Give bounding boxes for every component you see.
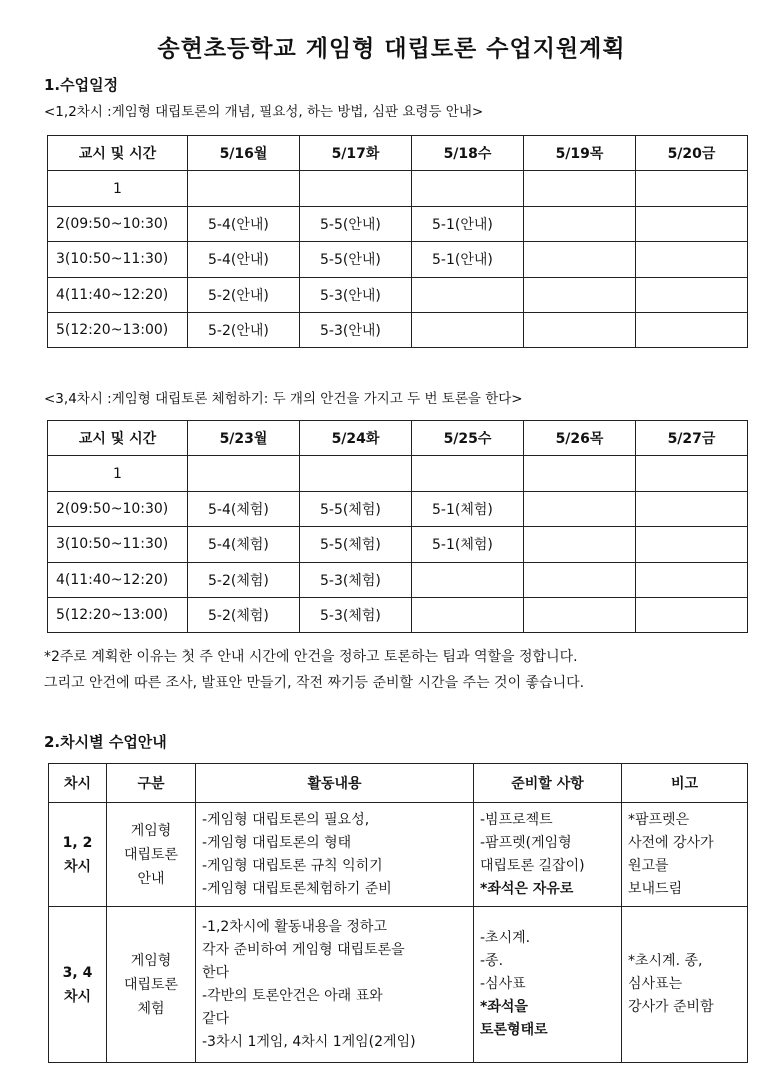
period-cell: 2(09:50~10:30) <box>48 206 188 241</box>
period-cell: 5(12:20~13:00) <box>48 597 188 632</box>
prep-text: -종. <box>480 953 504 969</box>
activity-text: -게임형 대립토론의 필요성, <box>202 811 370 828</box>
activity-text: 한다 <box>202 964 230 981</box>
schedule-note-2: <3,4차시 :게임형 대립토론 체험하기: 두 개의 안건을 가지고 두 번 토론을 한다> <box>44 391 523 407</box>
table-cell: 5-1(안내) <box>412 242 524 277</box>
remark-text: *팜프렛은 <box>628 811 690 828</box>
remark-text: 원고를 <box>628 857 669 874</box>
table-cell: 5-3(체험) <box>300 597 412 632</box>
section2-heading: 2.차시별 수업안내 <box>44 733 167 751</box>
table-cell <box>524 277 636 312</box>
remarks-cell <box>622 907 748 1063</box>
period-cell: 5(12:20~13:00) <box>48 312 188 347</box>
table-cell <box>412 597 524 632</box>
activity-text: -3차시 1게임, 4차시 1게임(2게임) <box>202 1033 416 1050</box>
table-cell: 5-2(체험) <box>188 562 300 597</box>
table-cell <box>636 171 748 206</box>
header-cell: 5/20금 <box>636 136 748 171</box>
table-row <box>48 456 748 491</box>
table-row <box>49 803 748 907</box>
prep-text-bold: 토론형태로 <box>480 1022 548 1038</box>
table-cell: 5-4(안내) <box>188 206 300 241</box>
table-cell <box>300 456 412 491</box>
table-row <box>48 597 748 632</box>
remark-text: *초시계. 종, <box>628 953 703 969</box>
prep-text: -심사표 <box>480 976 526 992</box>
activity-text: 같다 <box>202 1010 230 1027</box>
table-cell <box>636 312 748 347</box>
header-cell: 5/26목 <box>524 421 636 456</box>
activities-cell <box>196 907 474 1063</box>
activity-text: 각자 준비하여 게임형 대립토론을 <box>202 941 405 958</box>
prep-text: 대립토론 길잡이) <box>480 857 585 874</box>
table-row <box>48 206 748 241</box>
table-cell <box>188 171 300 206</box>
lesson-plan-table <box>48 763 748 1063</box>
table-cell: 5-3(안내) <box>300 277 412 312</box>
category-cell <box>107 907 196 1063</box>
remark-text: 심사표는 <box>628 976 683 992</box>
table-cell: 5-5(체험) <box>300 527 412 562</box>
table-cell <box>524 527 636 562</box>
header-cell: 교시 및 시간 <box>48 421 188 456</box>
table-cell <box>636 527 748 562</box>
remark-text: 보내드림 <box>628 880 683 897</box>
period-cell: 4(11:40~12:20) <box>48 277 188 312</box>
header-cell: 준비할 사항 <box>474 764 622 803</box>
prep-text-bold: *좌석을 <box>480 999 528 1015</box>
period-cell: 3(10:50~11:30) <box>48 242 188 277</box>
table-cell <box>636 456 748 491</box>
category-text: 체험 <box>137 1000 165 1017</box>
section1-heading: 1.수업일정 <box>44 76 119 94</box>
schedule-table-week1 <box>47 135 748 348</box>
table-cell <box>524 242 636 277</box>
table-cell: 5-4(체험) <box>188 491 300 526</box>
header-cell: 5/24화 <box>300 421 412 456</box>
period-cell: 4(11:40~12:20) <box>48 562 188 597</box>
period-text: 1, 2 <box>62 834 93 851</box>
activities-cell <box>196 803 474 907</box>
table-cell: 5-3(안내) <box>300 312 412 347</box>
prep-cell <box>474 907 622 1063</box>
prep-text-bold: *좌석은 자유로 <box>480 880 574 897</box>
header-cell: 5/19목 <box>524 136 636 171</box>
period-cell: 3(10:50~11:30) <box>48 527 188 562</box>
schedule-remark <box>44 644 764 696</box>
header-cell: 차시 <box>49 764 107 803</box>
table-cell: 5-5(체험) <box>300 491 412 526</box>
prep-text: -초시계. <box>480 930 531 946</box>
table-cell: 5-5(안내) <box>300 206 412 241</box>
table-cell <box>636 206 748 241</box>
remarks-cell <box>622 803 748 907</box>
remark-line: *2주로 계획한 이유는 첫 주 안내 시간에 안건을 정하고 토론하는 팀과 역할을 정합니다. <box>44 649 578 665</box>
table-cell: 5-2(체험) <box>188 597 300 632</box>
header-cell: 비고 <box>622 764 748 803</box>
period-text: 차시 <box>63 858 92 875</box>
header-cell: 5/27금 <box>636 421 748 456</box>
period-cell <box>49 907 107 1063</box>
header-cell: 5/23월 <box>188 421 300 456</box>
table-cell <box>636 242 748 277</box>
period-cell: 1 <box>48 456 188 491</box>
activity-text: -1,2차시에 활동내용을 정하고 <box>202 918 387 935</box>
category-text: 대립토론 <box>123 846 179 863</box>
table-header-row <box>48 136 748 171</box>
table-cell <box>188 456 300 491</box>
prep-cell <box>474 803 622 907</box>
header-cell: 교시 및 시간 <box>48 136 188 171</box>
table-row <box>48 171 748 206</box>
table-cell <box>636 562 748 597</box>
period-text: 차시 <box>63 988 92 1005</box>
table-cell <box>524 456 636 491</box>
prep-text: -팜프렛(게임형 <box>480 834 572 851</box>
activity-text: -각반의 토론안건은 아래 표와 <box>202 987 383 1004</box>
header-cell: 5/18수 <box>412 136 524 171</box>
header-cell: 5/17화 <box>300 136 412 171</box>
table-cell: 5-1(안내) <box>412 206 524 241</box>
table-cell <box>300 171 412 206</box>
remark-text: 강사가 준비함 <box>628 999 714 1015</box>
table-cell <box>524 312 636 347</box>
prep-text: -빔프로젝트 <box>480 811 553 828</box>
period-cell <box>49 803 107 907</box>
table-cell <box>524 597 636 632</box>
table-cell: 5-1(체험) <box>412 527 524 562</box>
table-row <box>49 907 748 1063</box>
table-cell: 5-3(체험) <box>300 562 412 597</box>
table-row <box>48 491 748 526</box>
table-cell <box>412 562 524 597</box>
schedule-note-1: <1,2차시 :게임형 대립토론의 개념, 필요성, 하는 방법, 심판 요령등 안내> <box>44 104 484 120</box>
table-header-row <box>48 421 748 456</box>
table-cell: 5-2(안내) <box>188 312 300 347</box>
category-text: 게임형 <box>130 952 172 969</box>
table-cell <box>412 171 524 206</box>
table-cell <box>524 491 636 526</box>
schedule-table-week2 <box>47 420 748 633</box>
table-cell <box>524 562 636 597</box>
header-cell: 5/25수 <box>412 421 524 456</box>
table-cell <box>636 597 748 632</box>
activity-text: -게임형 대립토론체험하기 준비 <box>202 880 392 897</box>
table-cell <box>636 277 748 312</box>
table-cell <box>524 171 636 206</box>
category-text: 게임형 <box>130 822 172 839</box>
remark-line: 그리고 안건에 따른 조사, 발표안 만들기, 작전 짜기등 준비할 시간을 주는 것이 좋습니다. <box>44 675 585 691</box>
table-cell: 5-2(안내) <box>188 277 300 312</box>
category-text: 대립토론 <box>123 976 179 993</box>
table-cell <box>412 312 524 347</box>
category-cell <box>107 803 196 907</box>
remark-text: 사전에 강사가 <box>628 834 714 851</box>
header-cell: 구분 <box>107 764 196 803</box>
category-text: 안내 <box>137 870 165 887</box>
document-title: 송현초등학교 게임형 대립토론 수업지원계획 <box>157 36 626 62</box>
table-cell <box>412 456 524 491</box>
table-row <box>48 562 748 597</box>
table-header-row <box>49 764 748 803</box>
table-cell: 5-4(안내) <box>188 242 300 277</box>
table-cell: 5-4(체험) <box>188 527 300 562</box>
table-row <box>48 527 748 562</box>
period-text: 3, 4 <box>62 964 93 981</box>
header-cell: 5/16월 <box>188 136 300 171</box>
table-cell <box>412 277 524 312</box>
period-cell: 1 <box>48 171 188 206</box>
table-cell: 5-1(체험) <box>412 491 524 526</box>
table-cell <box>636 491 748 526</box>
activity-text: -게임형 대립토론의 형태 <box>202 834 352 851</box>
period-cell: 2(09:50~10:30) <box>48 491 188 526</box>
table-row <box>48 312 748 347</box>
table-row <box>48 277 748 312</box>
activity-text: -게임형 대립토론 규칙 익히기 <box>202 857 383 874</box>
table-cell: 5-5(안내) <box>300 242 412 277</box>
table-row <box>48 242 748 277</box>
header-cell: 활동내용 <box>196 764 474 803</box>
table-cell <box>524 206 636 241</box>
